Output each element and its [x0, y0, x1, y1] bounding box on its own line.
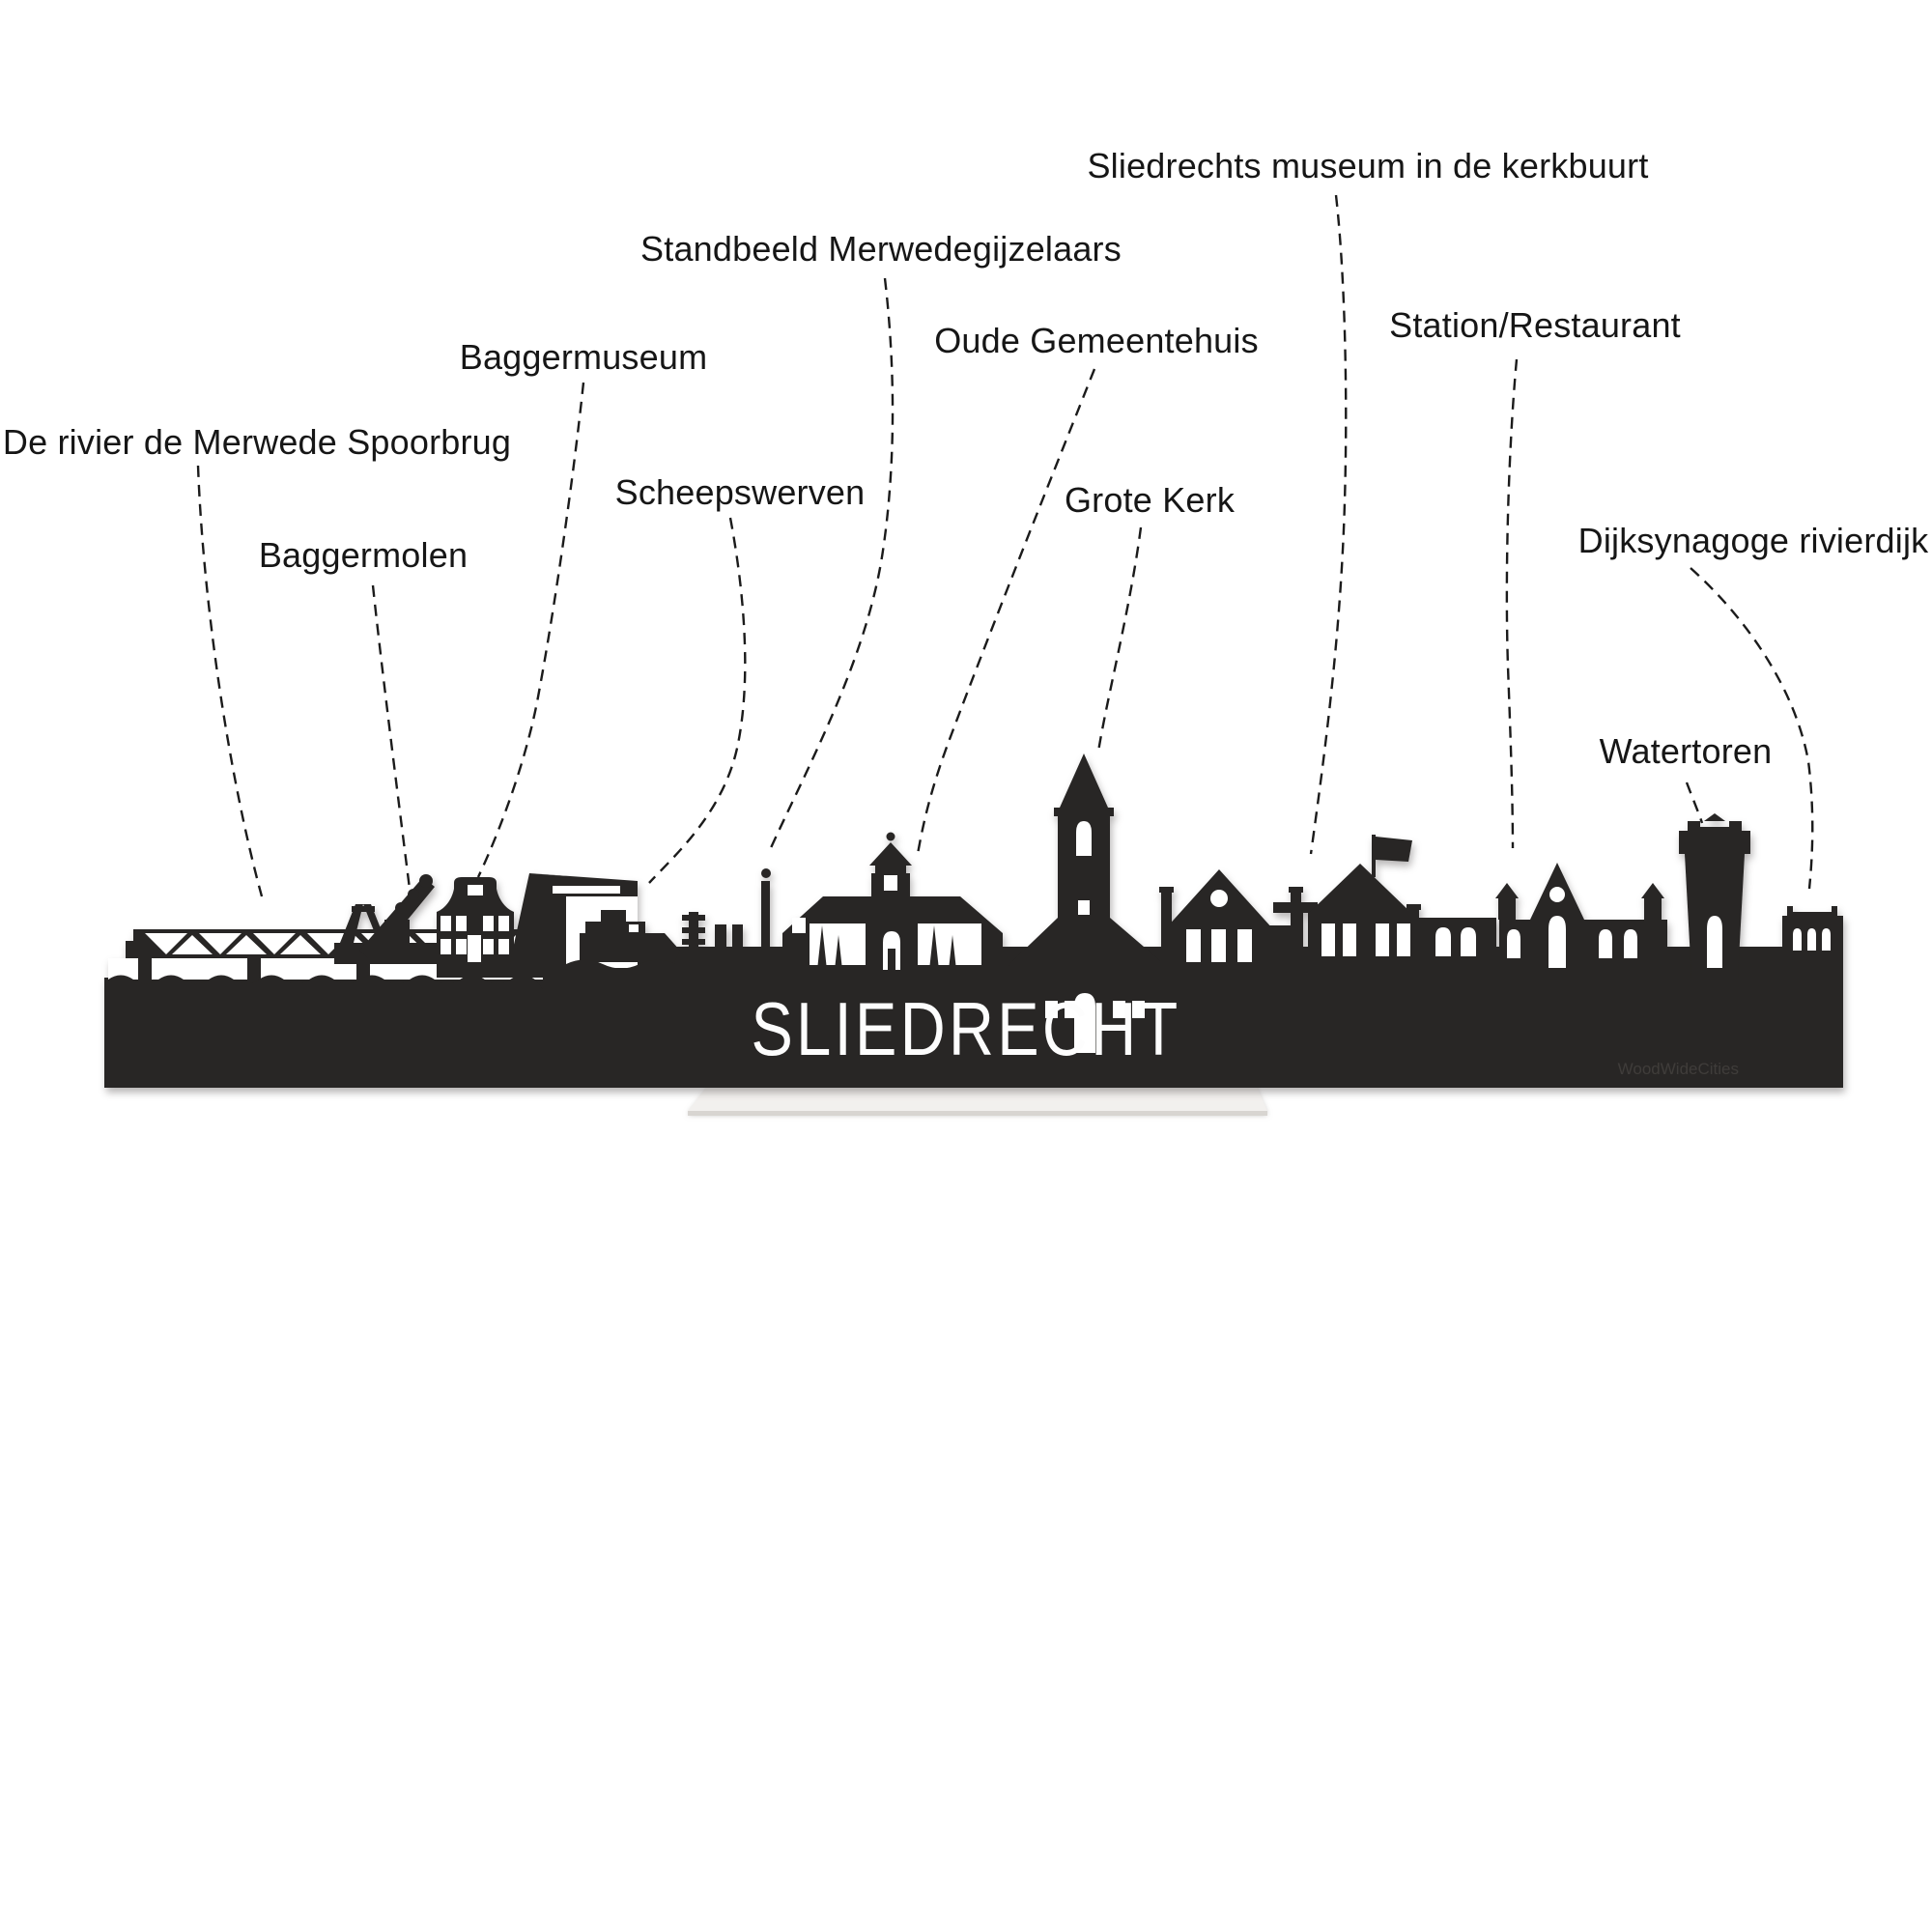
leader-line-10	[1687, 782, 1702, 823]
landmark-label-8: Dijksynagoge rivierdijk	[1577, 521, 1929, 560]
station-silhouette	[1495, 863, 1681, 980]
skyline-silhouette	[104, 753, 1843, 1088]
landmark-label-1: Standbeeld Merwedegijzelaars	[640, 229, 1122, 269]
stand-edge	[688, 1111, 1267, 1116]
landmark-label-5: De rivier de Merwede Spoorbrug	[2, 422, 512, 462]
landmark-label-6: Scheepswerven	[614, 472, 866, 512]
leader-line-7	[1098, 527, 1141, 752]
watertoren-silhouette	[1679, 813, 1783, 980]
statue-silhouette	[757, 868, 774, 958]
leader-lines	[198, 195, 1812, 896]
leader-line-1	[769, 278, 893, 852]
leader-line-0	[1311, 195, 1346, 854]
flag	[1376, 837, 1412, 862]
leader-line-9	[373, 585, 411, 896]
museum-flag-building-silhouette	[1306, 835, 1421, 978]
landmark-label-4: Station/Restaurant	[1389, 305, 1681, 345]
landmark-label-10: Watertoren	[1599, 731, 1773, 771]
flag-pole	[1372, 835, 1376, 877]
leader-line-5	[198, 466, 262, 896]
leader-line-4	[1507, 359, 1517, 848]
city-name-cutout: SLIEDRECHT	[751, 986, 1181, 1071]
leader-line-3	[918, 369, 1094, 854]
oculus-building-silhouette	[1159, 869, 1318, 978]
landmark-label-3: Oude Gemeentehuis	[934, 321, 1259, 360]
arched-wall-silhouette	[1419, 918, 1496, 978]
leader-line-2	[478, 383, 583, 877]
dredger-silhouette	[334, 874, 437, 964]
watermark: WoodWideCities	[1617, 1060, 1739, 1078]
gemeentehuis-silhouette	[782, 833, 1003, 979]
baggermuseum-silhouette	[437, 877, 514, 978]
leader-line-6	[649, 518, 745, 883]
synagoge-silhouette	[1782, 906, 1843, 978]
landmark-label-9: Baggermolen	[258, 535, 469, 575]
landmark-label-0: Sliedrechts museum in de kerkbuurt	[1087, 146, 1649, 185]
landmark-label-7: Grote Kerk	[1064, 480, 1236, 520]
landmark-label-2: Baggermuseum	[459, 337, 708, 377]
